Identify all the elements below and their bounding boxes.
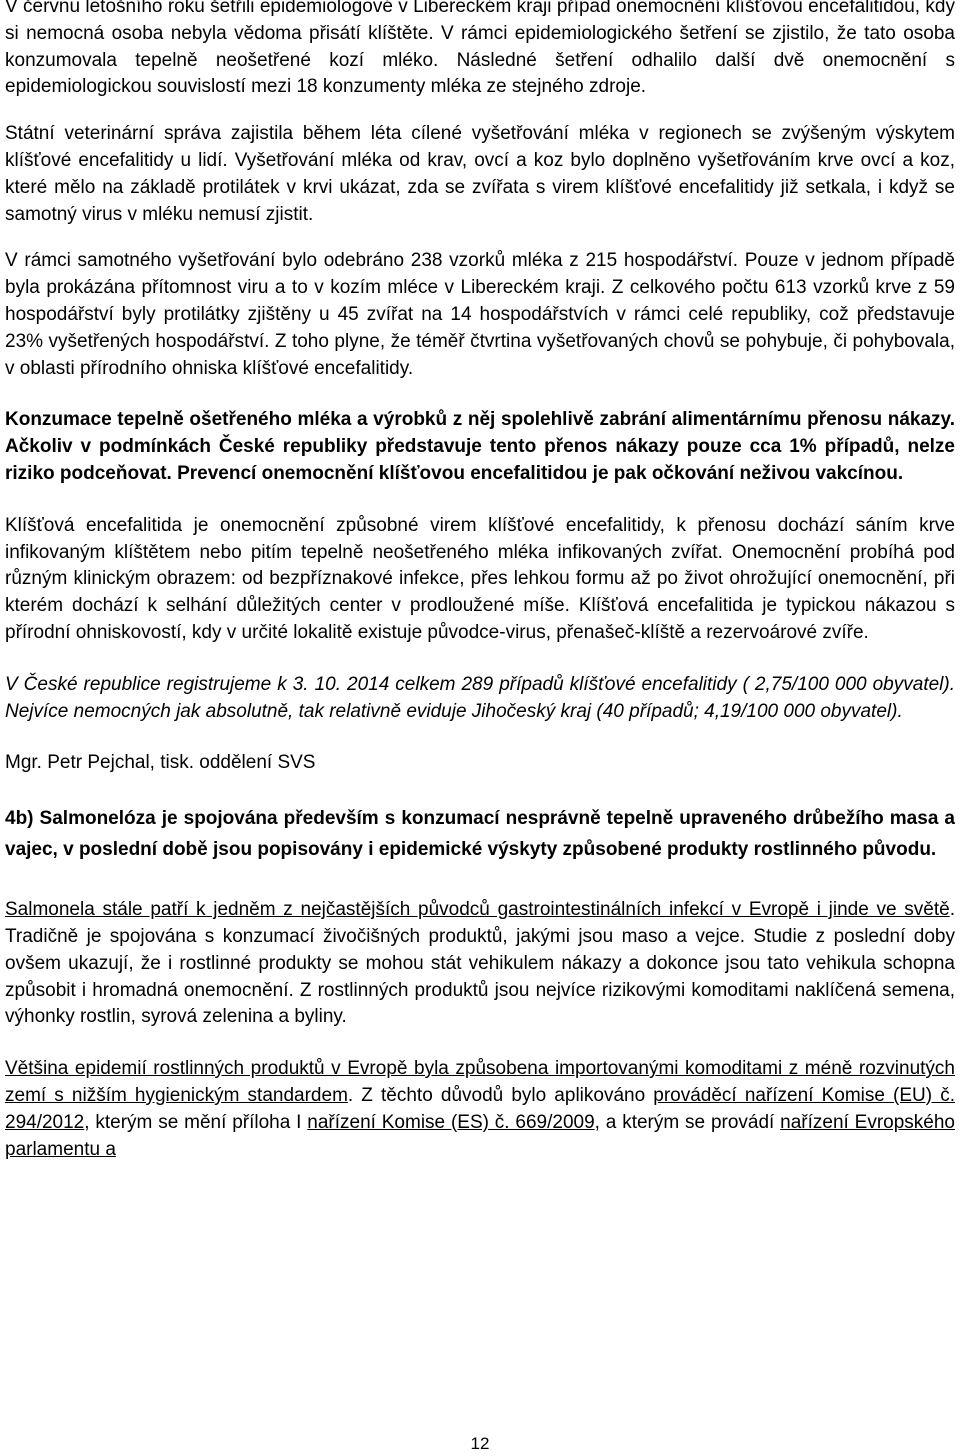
paragraph-tick-encephalitis-case: V červnu letošního roku šetřili epidemiologové v Libereckém kraji případ onemocnění klíšťovou encefalitidou, kdy si nemocná osoba nebyla vědoma přisátí klíštěte. V rámci epidemiologického šetření se zjistilo, že tato osoba konzumovala tepelně neošetřené kozí mléko. Následné šetření odhalilo další dvě onemocnění s epidemiologickou souvislostí mezi 18 konzumenty mléka ze stejného zdroje.	[5, 0, 955, 98]
underlined-statement: Většina epidemií rostlinných produktů v Evropě byla způsobena importovanými komoditami z méně rozvinutých zemí s nižším hygienickým standardem	[5, 1058, 955, 1106]
regulation-reference-es-669-2009: nařízení Komise (ES) č. 669/2009	[307, 1111, 595, 1133]
paragraph-text: . Z těchto důvodů bylo aplikováno	[347, 1084, 654, 1106]
paragraph-text: . Tradičně je spojována s konzumací živočišných produktů, jakými jsou maso a vejce. Studie z poslední doby ovšem ukazují, že i rostlinné produkty se mohou stát vehikulem nákazy a dokonce jsou tato vehikula schopna způsobit i hromadná onemocnění. Z rostlinných produktů jsou nejvíce rizikovými komoditami naklíčená semena, výhonky rostlin, syrová zelenina a byliny.	[5, 899, 955, 1028]
regulation-reference-eu-294-2012: prováděcí nařízení Komise (EU) č. 294/2012	[5, 1084, 955, 1133]
paragraph-disease-description: Klíšťová encefalitida je onemocnění způsobné virem klíšťové encefalitidy, k přenosu dochází sáním krve infikovaným klíštětem nebo pitím tepelně neošetřeného mléka infikovaných zvířat. Onemocnění probíhá pod různým klinickým obrazem: od bezpříznakové infekce, přes lehkou formu až po život ohrožující onemocnění, při kterém dochází k selhání důležitých center v prodloužené míše. Klíšťová encefalitida je typickou nákazou s přírodní ohniskovostí, kdy v určité lokalitě existuje původce-virus, přenašeč-klíště a rezervoárové zvíře.	[5, 514, 955, 643]
section-heading-salmonellosis: 4b) Salmonelóza je spojována především s konzumací nesprávně tepelně upraveného drůbežího masa a vajec, v poslední době jsou popisovány i epidemické výskyty způsobené produkty rostlinného původu.	[5, 808, 955, 860]
paragraph-text: , a kterým se provádí	[594, 1111, 781, 1133]
paragraph-eu-regulations	[5, 1056, 955, 1163]
paragraph-prevention-bold: Konzumace tepelně ošetřeného mléka a výrobků z něj spolehlivě zabrání alimentárnímu přenosu nákazy. Ačkoliv v podmínkách České republiky představuje tento přenos nákazy pouze cca 1% případů, nelze riziko podceňovat. Prevencí onemocnění klíšťovou encefalitidou je pak očkování neživou vakcínou.	[5, 409, 955, 484]
regulation-reference-european-parliament: nařízení Evropského parlamentu a	[5, 1111, 955, 1160]
paragraph-salmonella-sources	[5, 897, 955, 1031]
paragraph-text: , kterým se mění příloha I	[84, 1111, 308, 1133]
page-number: 12	[470, 1434, 490, 1453]
underlined-statement: Salmonela stále patří k jedněm z nejčastějších původců gastrointestinálních infekcí v Evropě i jinde ve světě	[5, 899, 950, 921]
author-line: Mgr. Petr Pejchal, tisk. oddělení SVS	[5, 752, 316, 774]
document-body	[5, 0, 955, 1188]
paragraph-statistics-italic: V České republice registrujeme k 3. 10. 2014 celkem 289 případů klíšťové encefalitidy ( 2,75/100 000 obyvatel). Nejvíce nemocných jak absolutně, tak relativně eviduje Jihočeský kraj (40 případů; 4,19/100 000 obyvatel).	[5, 673, 955, 722]
paragraph-milk-sampling-results: V rámci samotného vyšetřování bylo odebráno 238 vzorků mléka z 215 hospodářství. Pouze v jednom případě byla prokázána přítomnost viru a to v kozím mléce v Libereckém kraji. Z celkového počtu 613 vzorků krve z 59 hospodářství byly protilátky zjištěny u 45 zvířat na 14 hospodářstvích v rámci celé republiky, což představuje 23% vyšetřených hospodářství. Z toho plyne, že téměř čtvrtina vyšetřovaných chovů se pohybuje, či pohybovala, v oblasti přírodního ohniska klíšťové encefalitidy.	[5, 250, 955, 379]
paragraph-veterinary-investigation: Státní veterinární správa zajistila během léta cílené vyšetřování mléka v regionech se zvýšeným výskytem klíšťové encefalitidy u lidí. Vyšetřování mléka od krav, ovcí a koz bylo doplněno vyšetřováním krve ovcí a koz, které mělo na základě protilátek v krvi ukázat, zda se zvířata s virem klíšťové encefalitidy již setkala, i když se samotný virus v mléku nemusí zjistit.	[5, 123, 955, 225]
